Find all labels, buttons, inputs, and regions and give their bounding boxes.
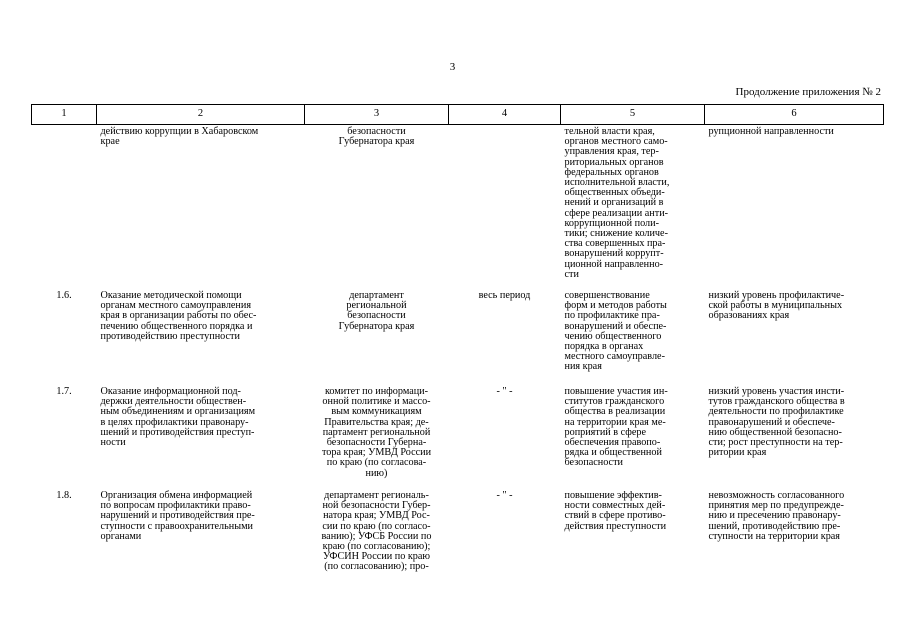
column-header-5: 5 bbox=[561, 105, 705, 125]
table-row bbox=[32, 125, 884, 292]
row-number: 1.6. bbox=[56, 290, 72, 301]
table-header-row bbox=[32, 105, 884, 125]
table-row bbox=[32, 387, 884, 491]
activity-cell: Организация обмена информацией по вопросам профилактики право- нарушений и противодействия пре- ступности с правоохранительными органами bbox=[100, 490, 255, 542]
column-header-1: 1 bbox=[32, 105, 97, 125]
column-header-2: 2 bbox=[97, 105, 305, 125]
appendix-table bbox=[31, 104, 884, 591]
page-number: 3 bbox=[449, 61, 456, 73]
table-row bbox=[32, 491, 884, 591]
consequence-cell: низкий уровень профилактиче- ской работы в муниципальных образованиях края bbox=[708, 290, 845, 322]
period-cell: - " - bbox=[496, 490, 513, 501]
table-row bbox=[32, 291, 884, 387]
period-cell: весь период bbox=[478, 290, 531, 301]
row-number: 1.8. bbox=[56, 490, 72, 501]
result-cell: тельной власти края, органов местного само- управления края, тер- риториальных органов федеральных органов исполнительной власти, общественных объеди- нений и организаций в сфере реализации анти- коррупционной поли- тики; снижение количе- ства совершенных пра- вонарушений коррупт- ционной направленно- сти bbox=[564, 126, 670, 280]
result-cell: повышение участия ин- ститутов гражданского общества в реализации на территории края ме- роприятий в сфере обеспечения правопо- рядка и общественной безопасности bbox=[564, 386, 668, 469]
executor-cell: комитет по информаци- онной политике и массо- вым коммуникациям Правительства края; де- партамент региональной безопасности Губерна- тора края; УМВД России по краю (по согласова- нию) bbox=[321, 386, 432, 479]
activity-cell: Оказание методической помощи органам местного самоуправления края в организации работы по обес- печению общественного порядка и противодействию преступности bbox=[100, 290, 257, 342]
appendix-continuation-note: Продолжение приложения № 2 bbox=[735, 86, 881, 98]
executor-cell: безопасности Губернатора края bbox=[338, 126, 415, 148]
executor-cell: департамент региональ- ной безопасности Губер- натора края; УМВД Рос- сии по краю (по согласо- ванию); УФСБ России по краю (по согласованию); УФСИН России по краю (по согласованию); про- bbox=[321, 490, 432, 573]
consequence-cell: невозможность согласованного принятия мер по предупрежде- нию и пресечению правонару- шений, противодействию пре- ступности на территории края bbox=[708, 490, 845, 542]
column-header-3: 3 bbox=[305, 105, 449, 125]
row-number bbox=[32, 125, 97, 292]
activity-cell: действию коррупции в Хабаровском крае bbox=[100, 126, 259, 148]
consequence-cell: низкий уровень участия инсти- тутов гражданского общества в деятельности по профилактике правонарушений и обеспече- нию общественной безопасно- сти; рост преступности на тер- ритории края bbox=[708, 386, 845, 459]
executor-cell: департамент региональной безопасности Губернатора края bbox=[338, 290, 415, 332]
row-number: 1.7. bbox=[56, 386, 72, 397]
result-cell: повышение эффектив- ности совместных дей- ствий в сфере противо- действия преступности bbox=[564, 490, 667, 532]
result-cell: совершенствование форм и методов работы по профилактике пра- вонарушений и обеспе- чению общественного порядка в органах местного самоуправле- ния края bbox=[564, 290, 667, 373]
column-header-6: 6 bbox=[705, 105, 884, 125]
consequence-cell: рупционной направленности bbox=[708, 126, 834, 137]
period-cell: - " - bbox=[496, 386, 513, 397]
activity-cell: Оказание информационной под- держки деятельности обществен- ным объединениям и организациям в целях профилактики правонару- шений и противодействия преступ- ности bbox=[100, 386, 256, 449]
column-header-4: 4 bbox=[449, 105, 561, 125]
